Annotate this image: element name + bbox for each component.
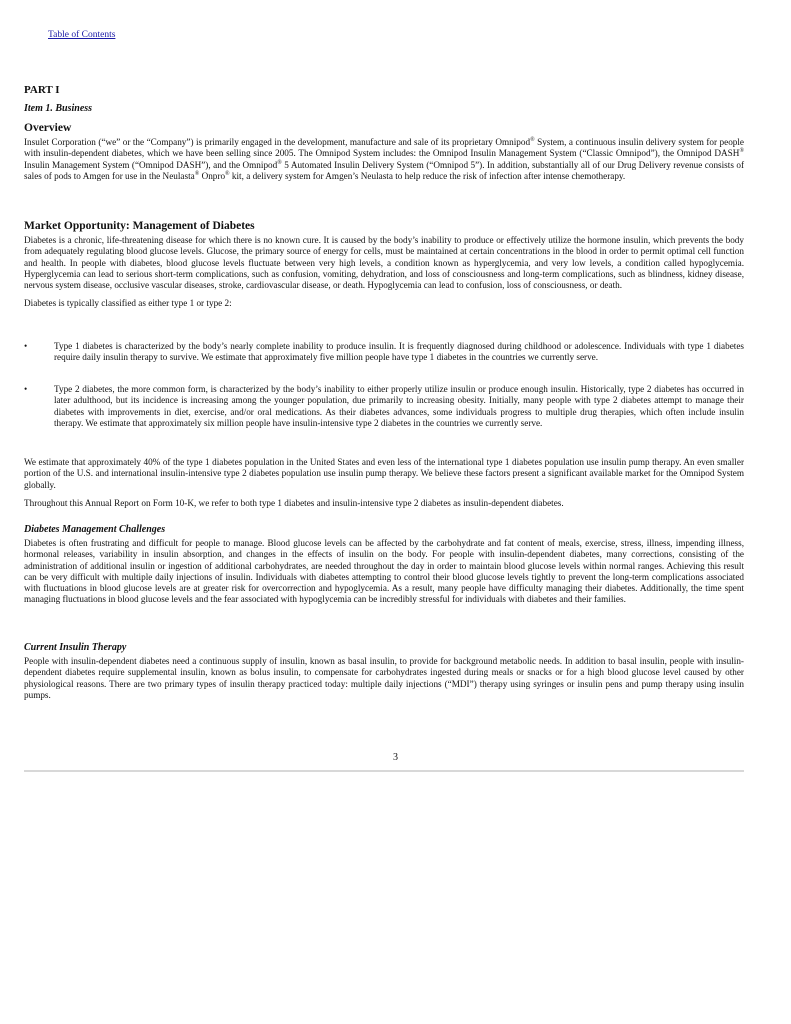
market-paragraph-3: We estimate that approximately 40% of the type 1 diabetes population in the United States and even less of the international type 1 diabetes population use insulin pump therapy. An even smaller portion of the U.S. and international insulin-intensive type 2 diabetes population use insulin pump therapy. We believe these factors present a significant available market for the Omnipod System globally. [24,457,744,490]
bullet-icon: • [24,384,28,394]
challenges-paragraph: Diabetes is often frustrating and difficult for people to manage. Blood glucose levels can be affected by the carbohydrate and fat content of meals, exercise, stress, illness, impending illness, hormonal releases, variability in insulin absorption, and changes in the effects of insulin on the body. For people with insulin-dependent diabetes, many corrections, consisting of the administration of additional insulin or ingestion of additional carbohydrates, are needed throughout the day in order to maintain blood glucose levels within normal ranges. Achieving this result can be very difficult with multiple daily injections of insulin. Individuals with diabetes attempting to control their blood glucose levels tightly to prevent the long-term complications associated with fluctuations in blood glucose levels are at greater risk for overcorrection and hypoglycemia. As a result, many people have difficulty managing their diabetes. Additionally, the time spent managing fluctuations in blood glucose levels and the fear associated with hypoglycemia can be incredibly stressful for individuals with diabetes and their families. [24,538,744,605]
challenges-section [24,524,744,606]
part-heading: PART I [24,84,60,96]
market-paragraph-4: Throughout this Annual Report on Form 10-K, we refer to both type 1 diabetes and insulin-intensive type 2 diabetes as insulin-dependent diabetes. [24,497,564,508]
page-number: 3 [393,752,398,763]
item-heading: Item 1. Business [24,103,93,114]
overview-paragraph: Insulet Corporation (“we” or the “Company”) is primarily engaged in the development, manufacture and sale of its proprietary Omnipod® System, a continuous insulin delivery system for people with insulin-dependent diabetes, which we have been selling since 2005. The Omnipod System includes: the Omnipod Insulin Management System (“Classic Omnipod”), the Omnipod DASH® Insulin Management System (“Omnipod DASH”), and the Omnipod® 5 Automated Insulin Delivery System (“Omnipod 5”). In addition, substantially all of our Drug Delivery revenue consists of sales of pods to Amgen for use in the Neulasta® Onpro® kit, a delivery system for Amgen’s Neulasta to help reduce the risk of infection after intense chemotherapy. [24,136,745,181]
bullet-text-type2: Type 2 diabetes, the more common form, is characterized by the body’s inability to either properly utilize insulin or produce enough insulin. Historically, type 2 diabetes has occurred in later adulthood, but its incidence is increasing among the younger population, due primarily to increasing obesity. Initially, many people with type 2 diabetes attempt to manage their diabetes with improvements in diet, exercise, and/or oral medications. As their diabetes advances, some individuals progress to multiple drug therapies, which often include insulin therapy. We estimate that approximately six million people have insulin-intensive type 2 diabetes in the countries we currently serve. [54,384,744,428]
overview-section [24,122,744,182]
therapy-heading: Current Insulin Therapy [24,642,127,653]
market-section [24,220,744,310]
table-of-contents-link[interactable]: Table of Contents [48,30,116,40]
therapy-section [24,642,744,701]
market-paragraph-2: Diabetes is typically classified as either type 1 or type 2: [24,298,232,309]
therapy-paragraph: People with insulin-dependent diabetes need a continuous supply of insulin, known as basal insulin, to provide for background metabolic needs. In addition to basal insulin, people with insulin-dependent diabetes require supplemental insulin, known as bolus insulin, to compensate for carbohydrates ingested during meals or snacks or for a high blood glucose level caused by other physiological reasons. There are two primary types of insulin therapy practiced today: multiple daily injections (“MDI”) therapy using syringes or insulin pens and pump therapy using insulin pumps. [24,656,744,700]
challenges-heading: Diabetes Management Challenges [24,524,166,535]
bullet-text-type1: Type 1 diabetes is characterized by the body’s nearly complete inability to produce insulin. It is frequently diagnosed during childhood or adolescence. Individuals with type 1 diabetes require daily insulin therapy to survive. We estimate that approximately five million people have type 1 diabetes in the countries we currently serve. [54,341,744,363]
market-summary [24,457,744,509]
overview-heading: Overview [24,122,72,134]
market-paragraph-1: Diabetes is a chronic, life-threatening disease for which there is no known cure. It is caused by the body’s inability to produce or effectively utilize the hormone insulin, which prevents the body from adequately regulating blood glucose levels. Glucose, the primary source of energy for cells, must be maintained at certain concentrations in the blood in order to permit optimal cell function and health. In people with diabetes, blood glucose levels fluctuate between very high levels, a condition known as hyperglycemia, and very low levels, a condition called hypoglycemia. Hyperglycemia can lead to serious short-term complications, such as confusion, vomiting, dehydration, and loss of consciousness and long-term complications, such as blindness, kidney disease, nervous system disease, occlusive vascular diseases, stroke, cardiovascular disease, or death. Hypoglycemia can lead to confusion, loss of consciousness, or death. [24,235,744,291]
page-divider [24,770,744,772]
market-heading: Market Opportunity: Management of Diabetes [24,220,255,232]
bullet-icon: • [24,341,28,351]
